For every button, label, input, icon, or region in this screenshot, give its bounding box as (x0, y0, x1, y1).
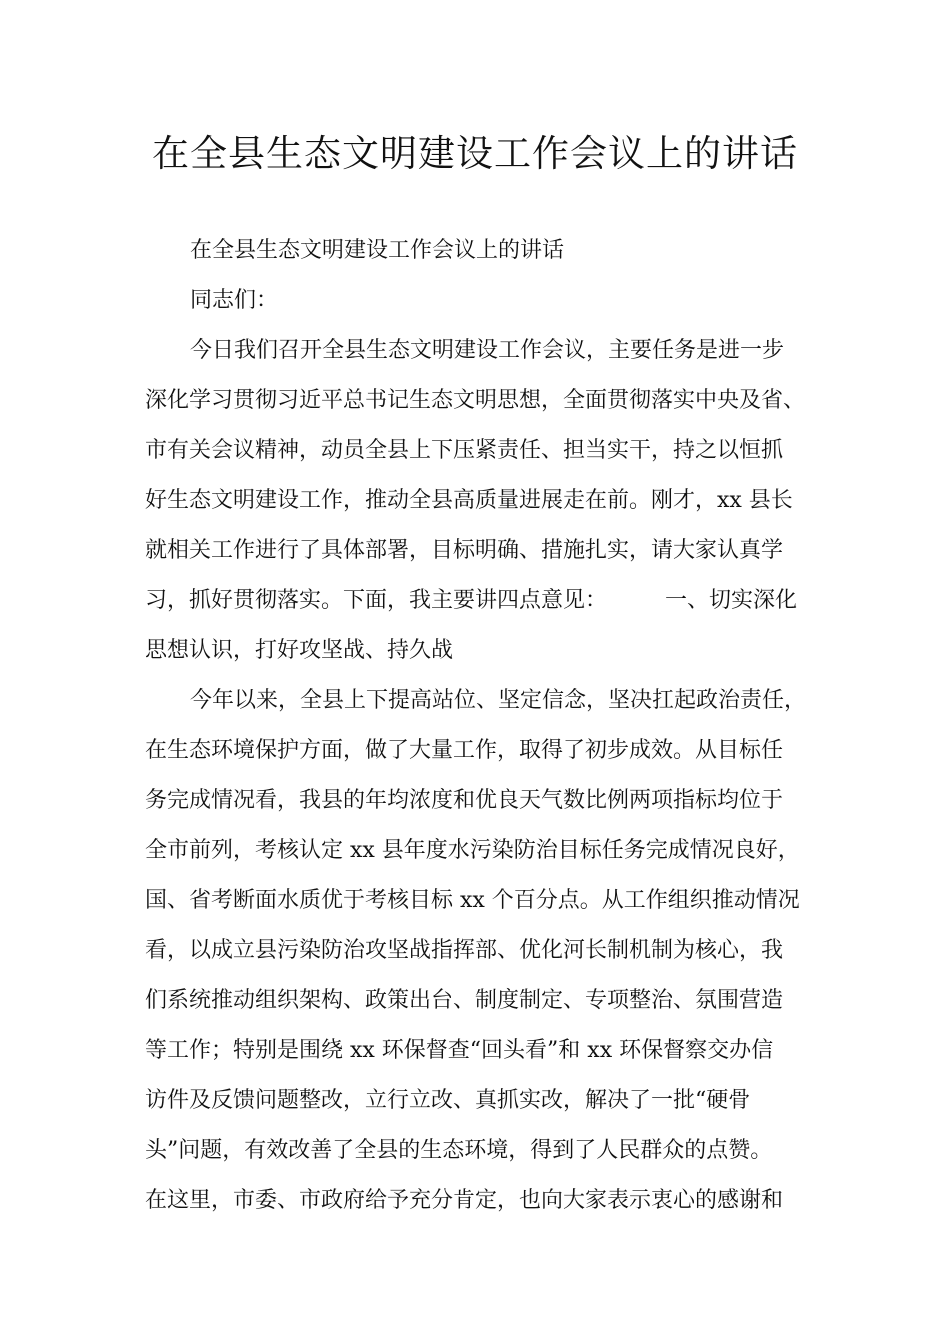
document-title: 在全县生态文明建设工作会议上的讲话 (152, 132, 798, 175)
body-line: 头”问题，有效改善了全县的生态环境，得到了人民群众的点赞。 (145, 1138, 773, 1163)
body-line: 看，以成立县污染防治攻坚战指挥部、优化河长制机制为核心，我 (145, 938, 784, 963)
body-line: 在生态环境保护方面，做了大量工作，取得了初步成效。从目标任 (145, 738, 784, 763)
body-line: 就相关工作进行了具体部署，目标明确、措施扎实，请大家认真学 (145, 538, 784, 563)
body-line: 们系统推动组织架构、政策出台、制度制定、专项整治、氛围营造 (145, 988, 784, 1013)
salutation: 同志们： (190, 288, 279, 313)
body-line: 访件及反馈问题整改，立行立改、真抓实改，解决了一批“硬骨 (145, 1088, 751, 1113)
body-line: 今日我们召开全县生态文明建设工作会议，主要任务是进一步 (190, 338, 785, 363)
body-line: 今年以来，全县上下提高站位、坚定信念，坚决扛起政治责任， (190, 688, 807, 713)
document-subtitle: 在全县生态文明建设工作会议上的讲话 (190, 238, 565, 263)
body-line: 等工作；特别是围绕 xx 环保督查“回头看”和 xx 环保督察交办信 (145, 1038, 774, 1063)
body-line: 深化学习贯彻习近平总书记生态文明思想，全面贯彻落实中央及省、 (145, 388, 806, 413)
body-line-text: 习，抓好贯彻落实。下面，我主要讲四点意见： (145, 588, 608, 613)
body-line-with-heading (145, 586, 797, 616)
body-line: 在这里，市委、市政府给予充分肯定，也向大家表示衷心的感谢和 (145, 1188, 784, 1213)
body-line: 国、省考断面水质优于考核目标 xx 个百分点。从工作组织推动情况 (145, 888, 800, 913)
body-line: 全市前列，考核认定 xx 县年度水污染防治目标任务完成情况良好， (145, 838, 800, 863)
body-line: 市有关会议精神，动员全县上下压紧责任、担当实干，持之以恒抓 (145, 438, 784, 463)
body-line: 好生态文明建设工作，推动全县高质量进展走在前。刚才，xx 县长 (145, 488, 793, 513)
body-line: 务完成情况看，我县的年均浓度和优良天气数比例两项指标均位于 (145, 788, 784, 813)
section-heading-start: 一、切实深化 (665, 588, 798, 613)
section-heading-end: 思想认识，打好攻坚战、持久战 (145, 638, 454, 663)
